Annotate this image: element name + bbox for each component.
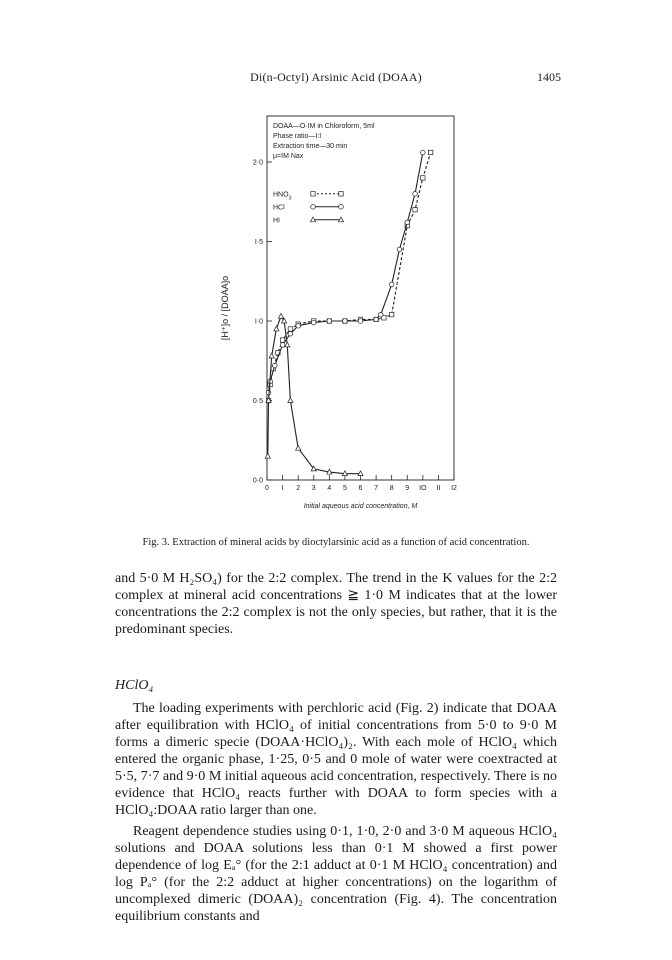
figure-caption: Fig. 3. Extraction of mineral acids by dioctylarsinic acid as a function of acid concentration. [142,537,530,548]
paragraph-1-text: and 5·0 M H₂SO₄) for the 2:2 complex. The trend in the K values for the 2:2 complex at mineral acid concentrations ≧ 1·0 M indicates that at the lower concentrations the 2:2 complex is not the only species, but rather, that it is the predominant species. [115,571,557,637]
data-point-hno3 [428,150,432,154]
data-point-hi [296,445,301,450]
legend-marker [339,192,343,196]
data-point-hi [285,342,290,347]
x-tick-label: 4 [327,485,332,492]
x-tick-label: IO [419,485,427,492]
data-point-hcl [405,220,410,225]
x-tick-label: II [436,485,441,492]
paragraph-3 [115,823,557,925]
series-line-hcl [269,152,423,392]
data-point-hcl [311,320,316,325]
data-point-hcl [272,363,277,368]
data-point-hi [265,453,270,458]
x-tick-label: 5 [342,485,347,492]
data-point-hcl [413,192,418,197]
data-point-hno3 [288,327,292,331]
data-point-hcl [280,343,285,348]
data-point-hno3 [280,338,284,342]
data-point-hcl [397,247,402,252]
series-line-hno3 [269,152,431,400]
condition-line: μ=IM Nax [273,153,304,160]
legend-label: HI [273,217,280,225]
legend-marker [311,205,316,210]
running-title: Di(n-Octyl) Arsinic Acid (DOAA) [250,70,422,84]
data-point-hcl [389,282,394,287]
x-tick-label: I [281,485,284,492]
condition-line: Phase ratio—I:I [273,133,322,140]
data-point-hcl [374,317,379,322]
legend-marker [339,205,344,210]
running-head [0,70,672,88]
legend-marker [311,192,315,196]
paragraph-2 [115,700,557,819]
data-point-hno3 [421,176,425,180]
x-axis-label: Initial aqueous acid concentration, M [303,503,418,510]
data-point-hcl [343,319,348,324]
data-point-hcl [421,150,426,155]
page-number: 1405 [537,70,561,84]
data-point-hno3 [389,312,393,316]
legend-label: $HNO_3$ [273,191,292,202]
paragraph-1 [115,570,557,638]
paragraph-3-text: Reagent dependence studies using 0·1, 1·0, 2·0 and 3·0 M aqueous HClO₄ solutions and DOAA solutions less than 0·1 M showed a first power dependence of log Eₐ° (for the 2:1 adduct at 0·1 M HClO₄ concentration) and log Pₐ° (for the 2:2 adduct at higher concentrations) on the logarithm of uncomplexed dimeric (DOAA)₂ concentration (Fig. 4). The concentration equilibrium constants and [115,824,557,924]
x-tick-label: 8 [389,485,394,492]
x-tick-label: 2 [296,485,301,492]
paragraph-2-text: The loading experiments with perchloric acid (Fig. 2) indicate that DOAA after equilibration with HClO₄ of initial concentrations from 5·0 to 9·0 M forms a dimeric specie (DOAA·HClO₄)₂. With each mole of HClO₄ which entered the organic phase, 1·25, 0·5 and 0 mole of water were coextracted at 5·5, 7·7 and 9·0 M initial aqueous acid concentration, respectively. There is no evidence that HClO₄ reacts further with DOAA to form species with a HClO₄:DOAA ratio larger than one. [115,701,557,818]
legend-label: HCl [273,204,285,212]
condition-line: Extraction time—30 min [273,143,348,150]
data-point-hi [274,326,279,331]
x-tick-label: I2 [451,485,457,492]
y-tick-label: I·0 [254,318,263,326]
x-tick-label: 7 [374,485,379,492]
figure-3-chart [210,110,470,530]
section-heading: HClO₄ [115,678,154,693]
data-point-hcl [327,319,332,324]
y-axis-label: [H⁺]o / [DOAA]o [220,275,230,341]
x-tick-label: 9 [405,485,410,492]
x-tick-label: 0 [265,485,269,492]
data-point-hcl [296,323,301,328]
plot-frame [267,116,454,480]
y-tick-label: 2·0 [252,159,263,167]
data-point-hcl [378,312,383,317]
x-tick-label: 3 [311,485,316,492]
legend-subscript: 3 [288,195,292,202]
y-tick-label: 0·0 [252,477,263,485]
x-tick-label: 6 [358,485,363,492]
y-tick-label: I·5 [254,239,263,246]
data-point-hcl [288,331,293,336]
data-point-hi [278,313,283,318]
y-tick-label: 0·5 [252,398,263,405]
data-point-hno3 [413,208,417,212]
data-point-hi [288,398,293,403]
data-point-hi [269,353,274,358]
condition-line: DOAA—O·IM in Chloroform, 5ml [273,123,375,130]
data-point-hcl [358,319,363,324]
